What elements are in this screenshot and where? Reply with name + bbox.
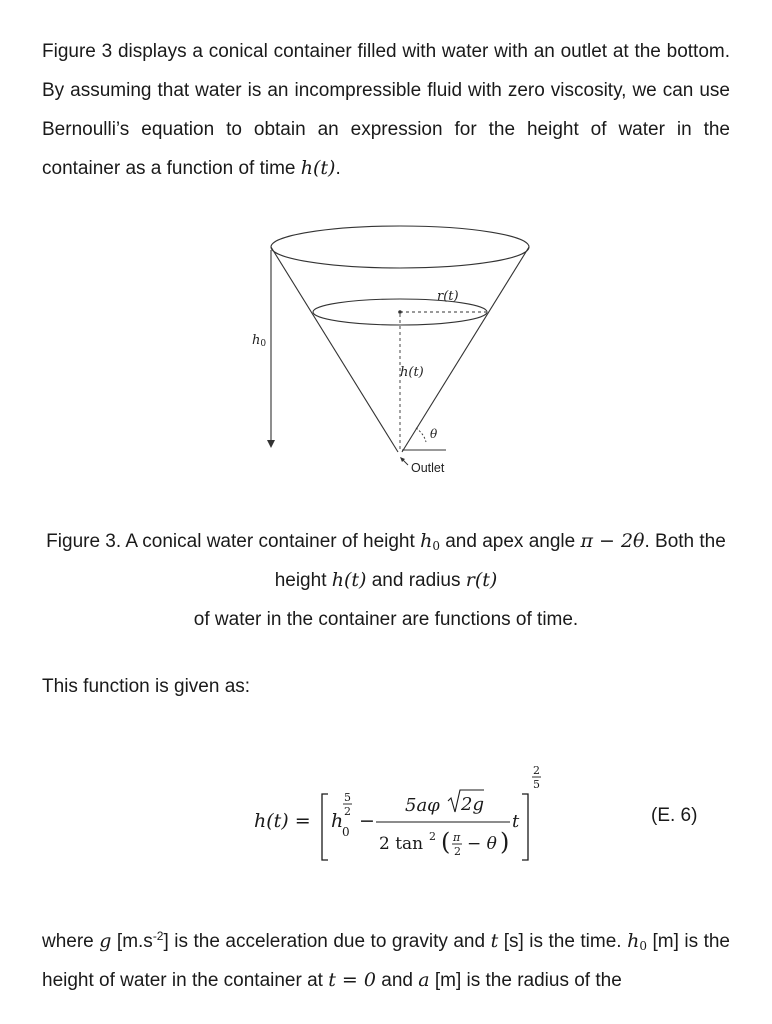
where-p5: [m] is the height of water in the container at: [42, 931, 730, 991]
where-h0-h: h: [627, 930, 640, 952]
eq-den-right: − θ: [467, 834, 497, 854]
eq-right-bracket: [522, 794, 528, 860]
where-p3: ] is the acceleration due to gravity and: [163, 931, 491, 952]
label-r: r(t): [437, 289, 459, 304]
cone-top-rim: [271, 226, 529, 268]
cone-left-side: [271, 247, 398, 452]
eq-pi: π: [453, 831, 461, 844]
eq-den-lparen: (: [441, 828, 451, 856]
eq-h0-sub: 0: [342, 825, 350, 839]
eq-exp-num: 5: [344, 791, 351, 804]
where-p4: [s] is the time.: [498, 931, 628, 952]
eq-two: 2: [454, 845, 461, 858]
eq-den-left: 2 tan: [379, 834, 424, 854]
where-t0: t = 0: [328, 969, 376, 991]
eq-left-bracket: [322, 794, 328, 860]
given-text: This function is given as:: [42, 676, 251, 697]
caption-angle: π − 2θ: [580, 530, 645, 552]
where-p1: where: [42, 931, 100, 952]
where-p7: [m] is the radius of the: [429, 970, 622, 991]
eq-outer-num: 2: [533, 764, 540, 777]
where-h0-sub: 0: [639, 939, 647, 953]
label-h0-sub: 0: [260, 339, 267, 349]
where-a: a: [418, 969, 430, 991]
angle-arc: [416, 428, 426, 442]
eq-den-pow: 2: [429, 830, 436, 843]
caption-part2: and apex angle: [439, 531, 581, 552]
eq-sqrt-arg: 2g: [461, 794, 484, 815]
intro-math-h: h(t): [300, 157, 336, 179]
intro-paragraph: [42, 32, 730, 188]
equation-e6: [248, 760, 558, 870]
where-p2: [m.s: [111, 931, 153, 952]
caption-part1: Figure 3. A conical water container of height: [46, 531, 421, 552]
caption-r: r(t): [465, 569, 498, 591]
equation-number: (E. 6): [651, 805, 698, 826]
label-h0: [252, 333, 266, 349]
eq-den-rparen: ): [500, 828, 510, 856]
label-h0-h: h: [252, 333, 261, 348]
where-h0: [627, 930, 647, 952]
where-p6: and: [375, 970, 419, 991]
eq-h0: h: [331, 810, 344, 832]
intro-text: Figure 3 displays a conical container filled with water with an outlet at the bottom. By assuming that water is an incompressible fluid with zero viscosity, we can use Bernoulli’s equation to obtain an expression for the height of water in the container as a function of time: [42, 41, 730, 179]
caption-h0-sub: 0: [432, 539, 440, 553]
label-outlet: Outlet: [411, 461, 445, 475]
where-t: t: [490, 930, 499, 952]
intro-end: .: [335, 158, 341, 179]
caption-part5: of water in the container are functions of time.: [193, 609, 579, 630]
eq-outer-den: 5: [533, 778, 540, 791]
figure-caption: [30, 522, 742, 639]
where-g: g: [99, 930, 112, 952]
eq-lhs: h(t) =: [254, 810, 311, 832]
label-h: h(t): [400, 365, 424, 380]
h0-arrowhead: [267, 440, 275, 448]
eq-numerator: 5aφ: [405, 795, 440, 816]
eq-t: t: [512, 811, 520, 832]
caption-part3: . Both the height: [274, 531, 726, 591]
label-theta: θ: [430, 427, 438, 441]
eq-exp-den: 2: [344, 805, 351, 818]
water-surface-center: [398, 310, 402, 314]
cone-figure: [230, 222, 530, 482]
caption-h0-h: h: [420, 530, 433, 552]
where-paragraph: [42, 922, 730, 1000]
caption-h: h(t): [331, 569, 367, 591]
where-p2-sup: -2: [152, 929, 164, 943]
eq-minus: −: [359, 810, 375, 832]
cone-right-side: [402, 247, 529, 452]
caption-h0: [420, 530, 440, 552]
caption-part4: and radius: [366, 570, 466, 591]
